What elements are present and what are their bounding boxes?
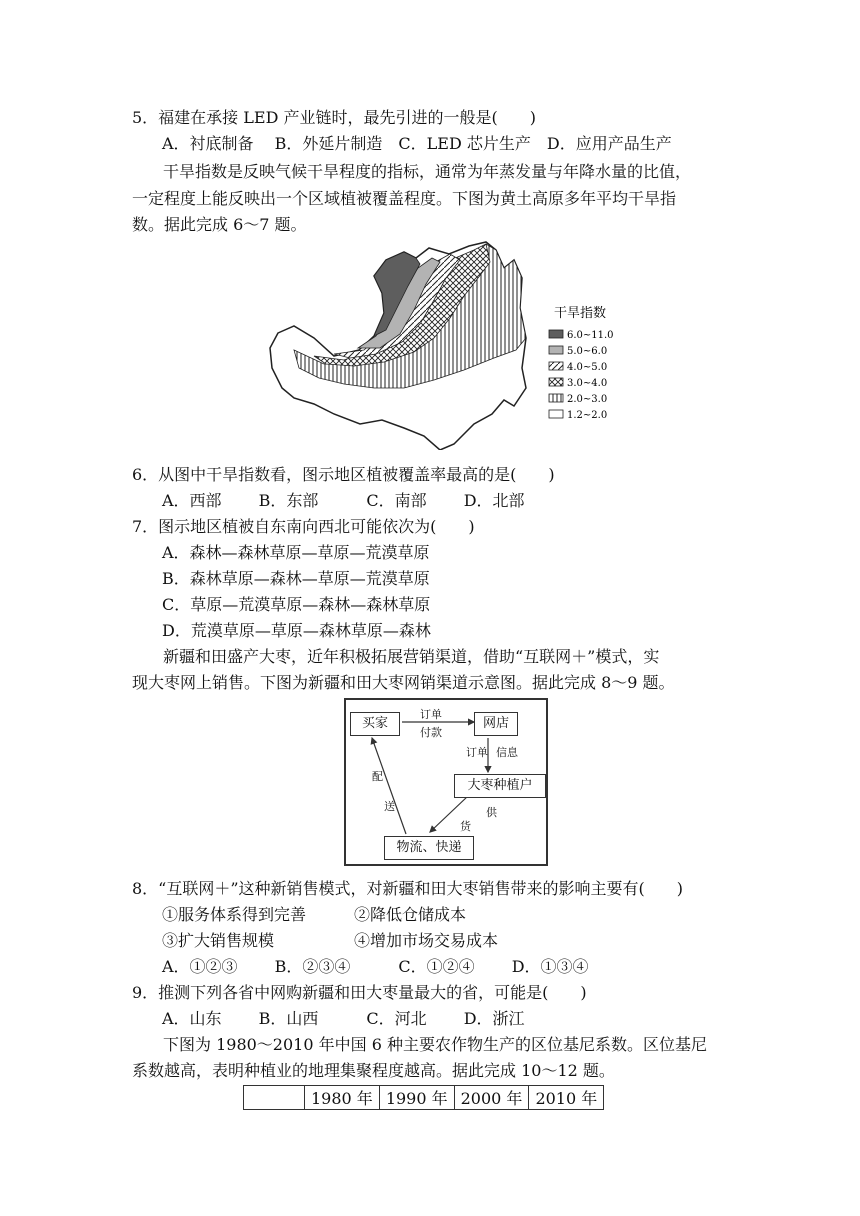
legend-label-4-5: 4.0~5.0 [567,362,608,373]
map-legend [549,305,614,421]
q8-statements-34: ③扩大销售规模 ④增加市场交易成本 [162,931,499,950]
legend-swatch-5-6 [549,346,563,354]
table-header-2000: 2000 年 [454,1086,529,1110]
grower-box: 大枣种植户 [454,774,546,798]
sales-channel-diagram [344,698,548,866]
q7-option-c: C．草原—荒漠草原—森林—森林草原 [162,595,431,614]
q7-stem: 7．图示地区植被自东南向西北可能依次为( ) [132,517,475,536]
table-header-row [244,1086,604,1110]
intro3-line2: 系数越高，表明种植业的地理集聚程度越高。据此完成 10～12 题。 [132,1061,615,1080]
label-deliver-1: 配 [372,770,383,783]
legend-label-2-3: 2.0~3.0 [567,394,608,405]
table-header-cell-blank [244,1086,305,1110]
label-supply-2: 货 [460,820,471,833]
q9-options: A．山东 B．山西 C．河北 D．浙江 [162,1009,525,1028]
shop-box: 网店 [474,712,518,736]
legend-swatch-1-2 [549,410,563,418]
intro2-line2: 现大枣网上销售。下图为新疆和田大枣网销渠道示意图。据此完成 8～9 题。 [132,673,675,692]
q7-option-a: A．森林—森林草原—草原—荒漠草原 [162,543,430,562]
intro3-line1: 下图为 1980～2010 年中国 6 种主要农作物生产的区位基尼系数。区位基尼 [163,1035,707,1054]
q6-options: A．西部 B．东部 C．南部 D．北部 [162,491,525,510]
aridity-map [264,238,634,450]
legend-label-1-2: 1.2~2.0 [567,410,608,421]
legend-label-3-4: 3.0~4.0 [567,378,608,389]
label-deliver-2: 送 [384,800,395,813]
intro1-line3: 数。据此完成 6～7 题。 [132,215,307,234]
table-header-1980: 1980 年 [305,1086,380,1110]
intro1-line1: 干旱指数是反映气候干旱程度的指标，通常为年蒸发量与年降水量的比值， [163,162,692,181]
q8-options: A．①②③ B．②③④ C．①②④ D．①③④ [162,957,589,976]
q9-stem: 9．推测下列各省中网购新疆和田大枣量最大的省，可能是( ) [132,983,587,1002]
label-order: 订单 [420,708,442,721]
legend-swatch-3-4 [549,378,563,386]
gini-table [243,1085,604,1110]
table-header-2010: 2010 年 [529,1086,604,1110]
legend-label-5-6: 5.0~6.0 [567,346,608,357]
q5-options: A．衬底制备 B．外延片制造 C．LED 芯片生产 D．应用产品生产 [162,134,672,153]
table-header-1990: 1990 年 [379,1086,454,1110]
intro2-line1: 新疆和田盛产大枣，近年积极拓展营销渠道，借助“互联网＋”模式，实 [163,647,660,666]
buyer-box: 买家 [350,712,400,736]
label-order-info-1: 订单 [466,746,488,759]
label-order-info-2: 信息 [496,746,518,759]
legend-title: 干旱指数 [554,306,607,321]
q6-stem: 6．从图中干旱指数看，图示地区植被覆盖率最高的是( ) [132,465,555,484]
legend-swatch-6-11 [549,330,563,338]
legend-label-6-11: 6.0~11.0 [567,330,614,341]
logistics-box: 物流、快递 [384,836,474,860]
legend-swatch-4-5 [549,362,563,370]
q8-statements-12: ①服务体系得到完善 ②降低仓储成本 [162,905,467,924]
label-supply-1: 供 [486,806,497,819]
q8-stem: 8．“互联网＋”这种新销售模式，对新疆和田大枣销售带来的影响主要有( ) [132,879,684,898]
q7-option-d: D．荒漠草原—草原—森林草原—森林 [162,621,431,640]
legend-swatch-2-3 [549,394,563,402]
label-pay: 付款 [420,726,442,739]
q7-option-b: B．森林草原—森林—草原—荒漠草原 [162,569,430,588]
intro1-line2: 一定程度上能反映出一个区域植被覆盖程度。下图为黄土高原多年平均干旱指 [132,189,677,208]
q5-stem: 5．福建在承接 LED 产业链时，最先引进的一般是( ) [132,108,536,127]
